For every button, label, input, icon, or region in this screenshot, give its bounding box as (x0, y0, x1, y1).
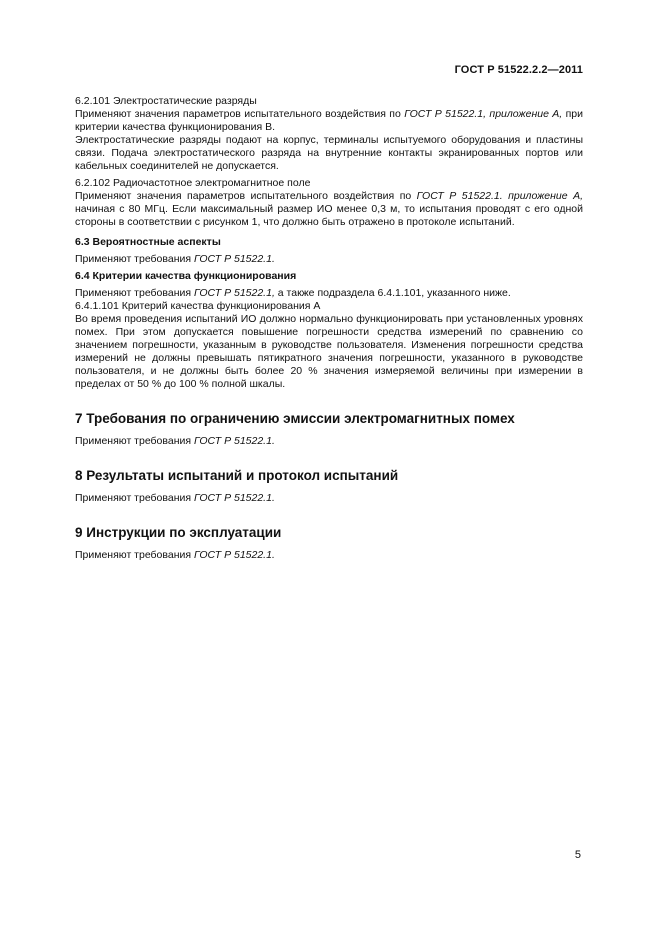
standard-reference: ГОСТ Р 51522.1. (193, 435, 275, 447)
paragraph-text: при критерии качества функционирования В. (75, 108, 584, 133)
paragraph-text: Применяют значения параметров испытательного воздействия по (75, 108, 405, 120)
section-heading-9: 9 Инструкции по эксплуатации (75, 525, 282, 540)
paragraph-6-2-101-params (75, 108, 583, 134)
section-heading-8: 8 Результаты испытаний и протокол испытаний (75, 468, 399, 483)
subsection-title-text: 6.2.101 Электростатические разряды (75, 95, 257, 107)
paragraph-6-4-1-101: Во время проведения испытаний ИО должно нормально функционировать при установленных уровнях помех. При этом допускается повышение погрешности средства измерений по сравнению со значением погрешности, указанным в руководстве пользователя. Изменения погрешности средства измерений не должны превышать пятикратного значения погрешности, указанного в руководстве пользователя, и не должны быть более 20 % значения измеряемой величины при измерении в пределах от 50 % до 100 % полной шкалы. (75, 313, 583, 390)
paragraph-8 (75, 492, 583, 505)
paragraph-text: Применяют значения параметров испытательного воздействия по (75, 190, 417, 202)
paragraph-text: Применяют требования (75, 549, 194, 561)
paragraph-6-3 (75, 253, 583, 266)
paragraph-text: Применяют требования (75, 287, 194, 299)
section-title-6-4: 6.4 Критерии качества функционирования (75, 270, 297, 282)
standard-reference: ГОСТ Р 51522.1, приложение А, (404, 108, 563, 120)
paragraph-text: начиная с 80 МГц. Если максимальный размер ИО менее 0,3 м, то испытания проводят с его одной стороны в соответствии с рисунком 1, что должно быть отражено в протоколе испытаний. (75, 203, 583, 228)
subsection-title-6-4-1-101: 6.4.1.101 Критерий качества функционирования А (75, 300, 321, 312)
section-heading-7: 7 Требования по ограничению эмиссии электромагнитных помех (75, 411, 515, 426)
standard-reference: ГОСТ Р 51522.1. (193, 253, 275, 265)
paragraph-6-2-101-esd: Электростатические разряды подают на корпус, терминалы испытуемого оборудования и пластины связи. Подача электростатического разряда на внутренние контакты экранированных портов или кабельных соединителей не допускается. (75, 134, 583, 172)
subsection-title-6-2-101 (75, 95, 583, 108)
paragraph-6-4 (75, 287, 583, 300)
document-body (75, 95, 583, 562)
standard-reference: ГОСТ Р 51522.1. (193, 492, 275, 504)
paragraph-text: Применяют требования (75, 253, 194, 265)
standard-reference: ГОСТ Р 51522.1, (193, 287, 275, 299)
paragraph-6-2-102-params (75, 190, 583, 229)
standard-reference: ГОСТ Р 51522.1. (193, 549, 275, 561)
paragraph-7 (75, 435, 583, 448)
section-title-6-3: 6.3 Вероятностные аспекты (75, 236, 221, 248)
document-id-header: ГОСТ Р 51522.2.2—2011 (454, 64, 583, 76)
paragraph-9 (75, 549, 583, 562)
paragraph-text: Применяют требования (75, 492, 194, 504)
subsection-title-6-2-102: 6.2.102 Радиочастотное электромагнитное поле (75, 177, 311, 189)
page-number: 5 (574, 849, 581, 861)
paragraph-text: а также подраздела 6.4.1.101, указанного ниже. (274, 287, 511, 299)
paragraph-text: Применяют требования (75, 435, 194, 447)
standard-reference: ГОСТ Р 51522.1. приложение А, (416, 190, 583, 202)
